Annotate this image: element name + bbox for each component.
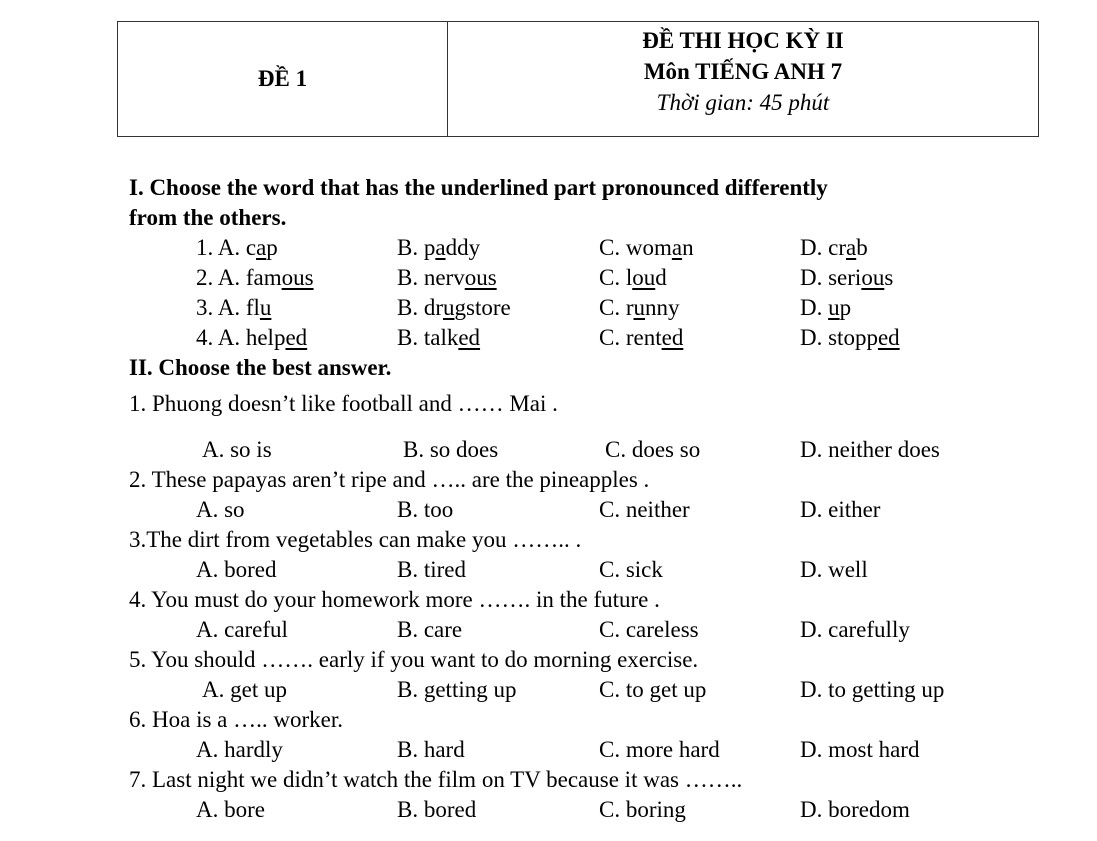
option-text: C. r bbox=[599, 295, 634, 320]
pronunciation-option bbox=[599, 323, 683, 353]
answer-option-d: D. well bbox=[800, 557, 868, 582]
exam-content bbox=[129, 173, 1069, 825]
answer-options-row bbox=[129, 495, 1069, 525]
pronunciation-option bbox=[800, 293, 851, 323]
underlined-part: ous bbox=[464, 265, 497, 290]
option-text: D. cr bbox=[800, 235, 846, 260]
section2-title: II. Choose the best answer. bbox=[129, 355, 392, 380]
answer-option-a: A. careful bbox=[196, 617, 288, 642]
exam-subject: Môn TIẾNG ANH 7 bbox=[643, 59, 843, 84]
answer-option-d: D. boredom bbox=[800, 797, 910, 822]
option-text: D. bbox=[800, 295, 829, 320]
pronunciation-option bbox=[196, 323, 307, 353]
answer-option-c: C. neither bbox=[599, 497, 690, 522]
pronunciation-row bbox=[129, 233, 1069, 263]
answer-option-c: C. sick bbox=[599, 557, 663, 582]
answer-option-a: A. so bbox=[196, 497, 245, 522]
underlined-part: u bbox=[828, 295, 840, 320]
option-text: D. seri bbox=[800, 265, 862, 290]
pronunciation-option bbox=[800, 263, 893, 293]
option-text: d bbox=[655, 265, 667, 290]
option-text: B. p bbox=[397, 235, 436, 260]
answer-option-c: C. more hard bbox=[599, 737, 720, 762]
pronunciation-row bbox=[129, 323, 1069, 353]
answer-option-a: A. hardly bbox=[196, 737, 283, 762]
pronunciation-row bbox=[129, 293, 1069, 323]
answer-option-a: A. bored bbox=[196, 557, 277, 582]
question-text: 6. Hoa is a ….. worker. bbox=[129, 707, 343, 732]
option-text: 2. A. fam bbox=[196, 265, 282, 290]
pronunciation-option bbox=[800, 233, 868, 263]
option-text: ddy bbox=[445, 235, 481, 260]
answer-option-b: B. hard bbox=[397, 737, 465, 762]
answer-options-row bbox=[129, 435, 1069, 465]
exam-header-table bbox=[117, 21, 1039, 137]
question-text: 4. You must do your homework more ……. in the future . bbox=[129, 587, 660, 612]
section2-questions bbox=[129, 389, 1069, 825]
exam-title: ĐỀ THI HỌC KỲ II bbox=[642, 28, 844, 53]
option-text: 3. A. fl bbox=[196, 295, 260, 320]
pronunciation-option bbox=[599, 293, 680, 323]
answer-option-c: C. careless bbox=[599, 617, 699, 642]
underlined-part: ed bbox=[458, 325, 481, 350]
underlined-part: a bbox=[435, 235, 446, 260]
pronunciation-option bbox=[196, 263, 314, 293]
option-text: C. l bbox=[599, 265, 633, 290]
option-text: 1. A. c bbox=[196, 235, 257, 260]
option-text: p bbox=[839, 295, 852, 320]
answer-option-c: C. to get up bbox=[599, 677, 707, 702]
option-text: D. stopp bbox=[800, 325, 878, 350]
exam-duration: Thời gian: 45 phút bbox=[656, 90, 830, 115]
pronunciation-option bbox=[196, 233, 278, 263]
pronunciation-option bbox=[397, 293, 511, 323]
answer-option-b: B. too bbox=[397, 497, 454, 522]
answer-option-a: A. bore bbox=[196, 797, 265, 822]
pronunciation-option bbox=[800, 323, 900, 353]
answer-option-c: C. boring bbox=[599, 797, 686, 822]
underlined-part: ou bbox=[861, 265, 885, 290]
underlined-part: ou bbox=[632, 265, 656, 290]
underlined-part: u bbox=[633, 295, 645, 320]
underlined-part: a bbox=[256, 235, 267, 260]
pronunciation-option bbox=[599, 263, 667, 293]
underlined-part: u bbox=[443, 295, 455, 320]
underlined-part: a bbox=[845, 235, 857, 260]
question-text: 7. Last night we didn’t watch the film on TV because it was …….. bbox=[129, 767, 743, 792]
option-text: b bbox=[856, 235, 868, 260]
answer-option-d: D. carefully bbox=[800, 617, 910, 642]
answer-option-b: B. getting up bbox=[397, 677, 517, 702]
option-text: gstore bbox=[454, 295, 511, 320]
pronunciation-option bbox=[599, 233, 694, 263]
answer-options-row bbox=[129, 615, 1069, 645]
pronunciation-option bbox=[397, 233, 480, 263]
underlined-part: ed bbox=[285, 325, 308, 350]
answer-option-b: B. care bbox=[397, 617, 463, 642]
answer-option-a: A. get up bbox=[202, 677, 287, 702]
option-text: s bbox=[884, 265, 894, 290]
option-text: B. nerv bbox=[397, 265, 465, 290]
option-text: nny bbox=[645, 295, 680, 320]
option-text: n bbox=[682, 235, 694, 260]
answer-option-d: D. either bbox=[800, 497, 881, 522]
answer-option-b: B. so does bbox=[403, 437, 499, 462]
option-text: p bbox=[266, 235, 278, 260]
answer-option-a: A. so is bbox=[202, 437, 272, 462]
section1-title-line2: from the others. bbox=[129, 205, 287, 230]
option-text: C. wom bbox=[599, 235, 672, 260]
exam-info-cell bbox=[448, 22, 1038, 136]
underlined-part: a bbox=[671, 235, 683, 260]
answer-option-d: D. most hard bbox=[800, 737, 920, 762]
answer-option-d: D. to getting up bbox=[800, 677, 945, 702]
answer-option-c: C. does so bbox=[605, 437, 701, 462]
underlined-part: ous bbox=[281, 265, 314, 290]
question-text: 1. Phuong doesn’t like football and …… Mai . bbox=[129, 391, 558, 416]
pronunciation-option bbox=[196, 293, 271, 323]
answer-options-row bbox=[129, 555, 1069, 585]
section1-title-line1: I. Choose the word that has the underlined part pronounced differently bbox=[129, 175, 828, 200]
underlined-part: u bbox=[259, 295, 272, 320]
answer-option-b: B. bored bbox=[397, 797, 477, 822]
underlined-part: ed bbox=[877, 325, 900, 350]
question-text: 5. You should ……. early if you want to do morning exercise. bbox=[129, 647, 699, 672]
exam-code-cell bbox=[118, 22, 448, 136]
answer-options-row bbox=[129, 675, 1069, 705]
option-text: C. rent bbox=[599, 325, 662, 350]
option-text: 4. A. help bbox=[196, 325, 286, 350]
pronunciation-row bbox=[129, 263, 1069, 293]
option-text: B. dr bbox=[397, 295, 443, 320]
underlined-part: ed bbox=[661, 325, 684, 350]
pronunciation-option bbox=[397, 323, 480, 353]
answer-options-row bbox=[129, 795, 1069, 825]
section1-rows bbox=[129, 233, 1069, 353]
question-text: 3.The dirt from vegetables can make you …….. . bbox=[129, 527, 582, 552]
answer-options-row bbox=[129, 735, 1069, 765]
question-text: 2. These papayas aren’t ripe and ….. are the pineapples . bbox=[129, 467, 650, 492]
exam-code: ĐỀ 1 bbox=[257, 66, 308, 91]
option-text: B. talk bbox=[397, 325, 459, 350]
answer-option-b: B. tired bbox=[397, 557, 466, 582]
pronunciation-option bbox=[397, 263, 497, 293]
answer-option-d: D. neither does bbox=[800, 437, 940, 462]
